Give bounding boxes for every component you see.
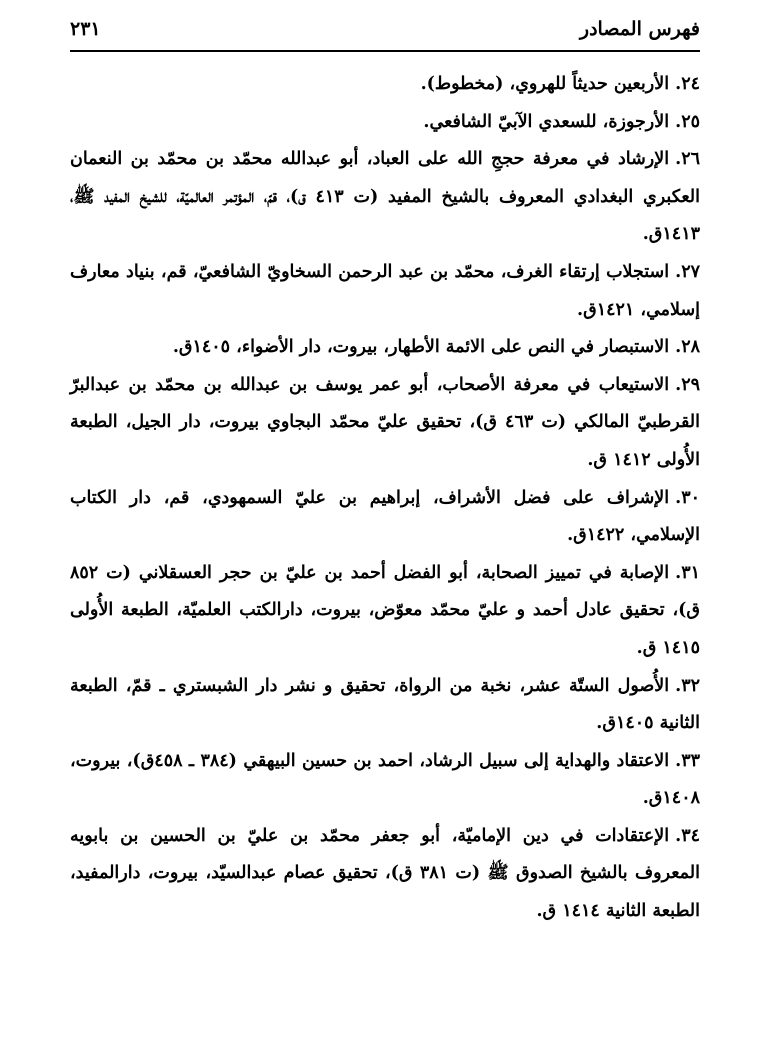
bibliography-entry [70, 480, 700, 555]
entry-number: ٣١. [675, 562, 700, 583]
entry-text: الاستيعاب في معرفة الأصحاب، أبو عمر يوسف بن عبدالله بن محمّد بن عبدالبرّ القرطبيّ المالكي (ت ٤٦٣ ق)، تحقيق عليّ محمّد البجاوي بيروت، دار الجيل، الطبعة الأُولى ١٤١٢ ق. [70, 374, 700, 470]
bibliography-entry [70, 104, 700, 142]
entry-text: الاستبصار في النص على الائمة الأطهار، بيروت، دار الأضواء، ١٤٠٥ق. [172, 337, 670, 358]
page-header [70, 14, 700, 48]
bibliography-entry [70, 367, 700, 480]
bibliography-entry [70, 668, 700, 743]
entry-number: ٣٠. [675, 487, 700, 508]
bibliography-entry [70, 818, 700, 931]
entry-number: ٢٥. [675, 111, 700, 132]
bibliography-entry [70, 66, 700, 104]
entry-text: الأرجوزة، للسعدي الآبيّ الشافعي. [423, 111, 670, 132]
entry-text: الأربعين حديثاً للهروي، (مخطوط). [420, 74, 670, 94]
bibliography-entry [70, 254, 700, 329]
entry-number: ٢٨. [675, 337, 700, 358]
bibliography-entry [70, 141, 700, 254]
entry-number: ٢٤. [675, 74, 700, 94]
entry-number: ٣٢. [675, 675, 700, 696]
entry-text: الإرشاد في معرفة حججِ الله على العباد، أبو عبدالله محمّد بن محمّد بن النعمان العكبري البغدادي المعروف بالشيخ المفيد (ت ٤١٣ ق)، قمّ، المؤتمر العالميّة، للشيخ المفيد ﷺ، ١٤١٣ق. [70, 149, 700, 245]
entry-text: الإعتقادات في دين الإماميّة، أبو جعفر محمّد بن عليّ بن الحسين بن بابويه المعروف بالشيخ الصدوق ﷺ (ت ٣٨١ ق)، تحقيق عصام عبدالسيّد، بيروت، دارالمفيد، الطبعة الثانية ١٤١٤ ق. [70, 825, 700, 922]
bibliography-entry [70, 555, 700, 668]
entry-text: استجلاب إرتقاء الغرف، محمّد بن عبد الرحمن السخاويّ الشافعيّ، قم، بنياد معارف إسلامي، ١٤٢١ق. [70, 261, 700, 320]
bibliography-list [70, 66, 700, 931]
entry-number: ٢٦. [675, 149, 700, 170]
running-title: فهرس المصادر [579, 18, 700, 40]
bibliography-entry [70, 743, 700, 818]
entry-text: الإصابة في تمييز الصحابة، أبو الفضل أحمد بن عليّ بن حجر العسقلاني (ت ٨٥٢ ق)، تحقيق عادل أحمد و عليّ محمّد معوّض، بيروت، دارالكتب العلميّة، الطبعة الأُولى ١٤١٥ ق. [70, 562, 700, 658]
entry-number: ٢٧. [675, 261, 700, 282]
header-divider [70, 50, 700, 52]
entry-text: الاعتقاد والهداية إلى سبيل الرشاد، احمد بن حسين البيهقي (٣٨٤ ـ ٤٥٨ق)، بيروت، ١٤٠٨ق. [70, 750, 700, 809]
bibliography-entry [70, 329, 700, 367]
entry-text: الأُصول الستّة عشر، نخبة من الرواة، تحقيق و نشر دار الشبستري ـ قمّ، الطبعة الثانية ١٤٠٥ق. [70, 675, 700, 734]
entry-text: الإشراف على فضل الأشراف، إبراهيم بن عليّ السمهودي، قم، دار الكتاب الإسلامي، ١٤٢٢ق. [70, 487, 700, 546]
entry-number: ٣٤. [675, 825, 700, 846]
entry-number: ٣٣. [675, 750, 701, 771]
page-number: ٢٣١ [70, 18, 101, 40]
entry-number: ٢٩. [675, 374, 700, 395]
